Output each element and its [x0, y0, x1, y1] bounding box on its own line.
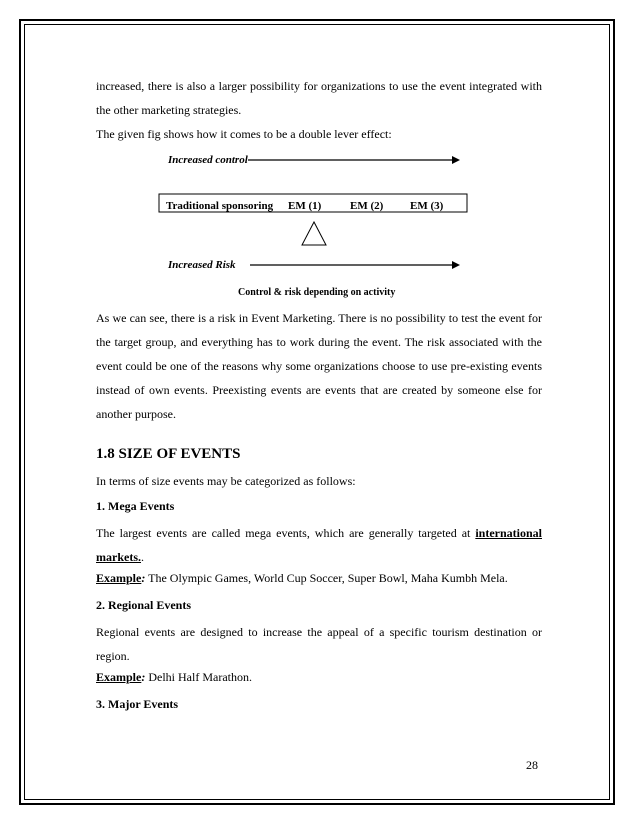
section-intro: In terms of size events may be categorized as follows:	[96, 474, 356, 488]
regional-example-text: Delhi Half Marathon.	[145, 670, 252, 684]
regional-example	[96, 665, 542, 689]
regional-example-colon: :	[141, 670, 146, 684]
increased-risk-label: Increased Risk	[168, 259, 236, 271]
section-heading: 1.8 SIZE OF EVENTS	[96, 446, 241, 462]
major-events-title: 3. Major Events	[96, 697, 179, 711]
mega-example	[96, 566, 542, 590]
regional-events-title: 2. Regional Events	[96, 598, 192, 612]
regional-events-paragraph: Regional events are designed to increase the appeal of a specific tourism destination or region.	[96, 625, 542, 663]
mega-text-before: The largest events are called mega events, which are generally targeted at	[96, 526, 476, 540]
mega-text-after: .	[141, 550, 144, 564]
increased-control-label: Increased control	[168, 154, 248, 166]
international-markets-link[interactable]: international markets.	[96, 526, 542, 564]
scale-item-traditional: Traditional sponsoring	[166, 200, 274, 212]
diagram-caption: Control & risk depending on activity	[238, 287, 396, 298]
mega-example-text: The Olympic Games, World Cup Soccer, Super Bowl, Maha Kumbh Mela.	[145, 571, 508, 585]
scale-item-em3: EM (3)	[410, 200, 444, 212]
mega-example-label: Example	[96, 571, 142, 585]
mega-example-colon: :	[141, 571, 146, 585]
mega-events-title: 1. Mega Events	[96, 499, 175, 513]
mega-events-paragraph	[96, 521, 542, 569]
regional-example-label: Example	[96, 670, 142, 684]
intro-paragraph-2: The given fig shows how it comes to be a double lever effect:	[96, 127, 392, 141]
page-number: 28	[526, 758, 538, 772]
intro-paragraph-1: increased, there is also a larger possibility for organizations to use the event integrated with the other marketing strategies.	[96, 79, 542, 117]
scale-item-em2: EM (2)	[350, 200, 384, 212]
risk-paragraph: As we can see, there is a risk in Event Marketing. There is no possibility to test the event for the target group, and everything has to work during the event. The risk associated with the event could be one of the reasons why some organizations choose to use pre-existing events instead of own events. Preexisting events are events that are created by someone else for another purpose.	[96, 311, 542, 421]
scale-item-em1: EM (1)	[288, 200, 322, 212]
